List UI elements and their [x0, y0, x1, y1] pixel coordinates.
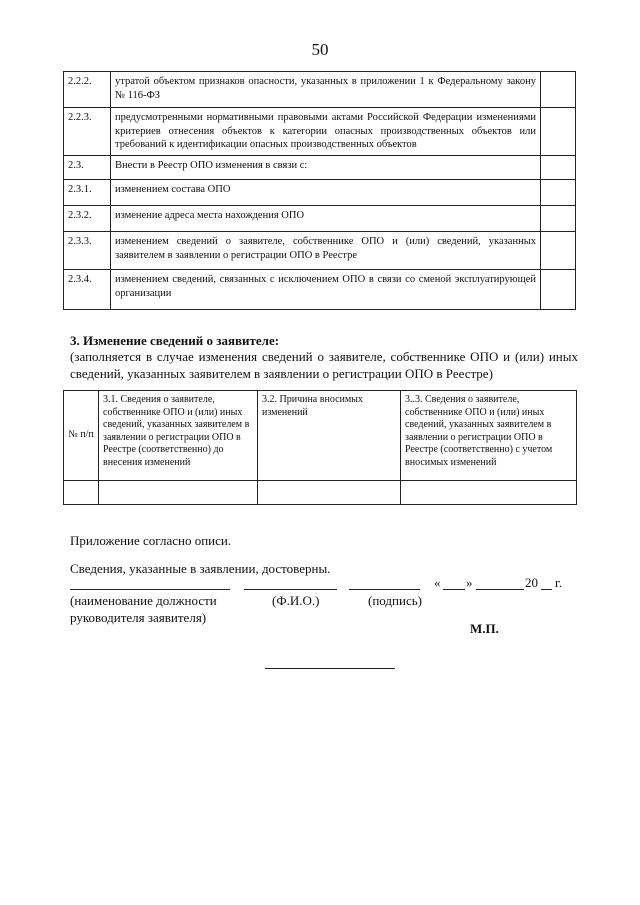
column-header-number: № п/п — [64, 391, 99, 481]
row-text: изменением сведений, связанных с исключением ОПО в связи со сменой эксплуатирующей организации — [111, 270, 541, 310]
checkbox-cell[interactable] — [541, 180, 576, 206]
checkbox-cell[interactable] — [541, 72, 576, 108]
divider-line — [265, 668, 395, 669]
section-note: (заполняется в случае изменения сведений о заявителе, собственнике ОПО и (или) иных сведений, указанных заявителем в заявлении о регистрации ОПО в Реестре) — [70, 349, 578, 381]
fio-line[interactable] — [244, 589, 337, 590]
position-line[interactable] — [70, 589, 230, 590]
checkbox-cell[interactable] — [541, 232, 576, 270]
table-row — [64, 108, 576, 156]
certify-text: Сведения, указанные в заявлении, достоверны. — [70, 561, 331, 576]
checkbox-cell[interactable] — [541, 108, 576, 156]
applicant-changes-table — [63, 390, 577, 505]
table-row — [64, 72, 576, 108]
row-number: 2.3.3. — [64, 232, 111, 270]
date-year-suffix: г. — [555, 575, 563, 590]
row-number: 2.3. — [64, 156, 111, 180]
input-cell-after[interactable] — [401, 481, 577, 505]
table-row — [64, 206, 576, 232]
input-cell-before[interactable] — [99, 481, 258, 505]
row-text: утратой объектом признаков опасности, указанных в приложении 1 к Федеральному закону № 116-ФЗ — [111, 72, 541, 108]
table-row — [64, 180, 576, 206]
row-number: 2.2.2. — [64, 72, 111, 108]
row-number: 2.3.1. — [64, 180, 111, 206]
position-label: (наименование должности руководителя заявителя) — [70, 593, 217, 625]
fio-label: (Ф.И.О.) — [272, 593, 320, 608]
signature-label: (подпись) — [368, 593, 422, 608]
table-row — [64, 270, 576, 310]
date-open-quote: « — [434, 575, 441, 590]
checkbox-cell[interactable] — [541, 206, 576, 232]
column-header-reason: 3.2. Причина вносимых изменений — [258, 391, 401, 481]
input-cell-number[interactable] — [64, 481, 99, 505]
signature-line[interactable] — [349, 589, 420, 590]
page-number: 50 — [311, 40, 329, 59]
section-title: 3. Изменение сведений о заявителе: — [70, 333, 280, 348]
stamp-label: М.П. — [470, 621, 499, 636]
row-text: изменением сведений о заявителе, собственнике ОПО и (или) сведений, указанных заявителем в заявлении о регистрации ОПО в Реестре — [111, 232, 541, 270]
table-row — [64, 232, 576, 270]
date-year-line[interactable] — [541, 589, 552, 590]
attachment-text: Приложение согласно описи. — [70, 533, 232, 548]
row-number: 2.2.3. — [64, 108, 111, 156]
date-year-prefix: 20 — [525, 575, 538, 590]
column-header-after: 3..3. Сведения о заявителе, собственнике ОПО и (или) иных сведений, указанных заявителем в заявлении о регистрации ОПО в Реестре (соответственно) с учетом вносимых изменений — [401, 391, 577, 481]
row-text: Внести в Реестр ОПО изменения в связи с: — [111, 156, 541, 180]
application-table — [63, 71, 576, 310]
table-header-row — [64, 391, 577, 481]
date-close-quote: » — [466, 575, 473, 590]
checkbox-cell[interactable] — [541, 270, 576, 310]
column-header-before: 3.1. Сведения о заявителе, собственнике ОПО и (или) иных сведений, указанных заявителем в заявлении о регистрации ОПО в Реестре (соответственно) до внесения изменений — [99, 391, 258, 481]
checkbox-cell[interactable] — [541, 156, 576, 180]
table-row — [64, 481, 577, 505]
row-text: изменение адреса места нахождения ОПО — [111, 206, 541, 232]
date-month-line[interactable] — [476, 589, 524, 590]
row-text: изменением состава ОПО — [111, 180, 541, 206]
date-day-line[interactable] — [443, 589, 465, 590]
row-number: 2.3.4. — [64, 270, 111, 310]
input-cell-reason[interactable] — [258, 481, 401, 505]
row-number: 2.3.2. — [64, 206, 111, 232]
row-text: предусмотренными нормативными правовыми актами Российской Федерации изменениями критериев отнесения объектов к категории опасных производственных объектов или требований к идентификации опасных производственных объектов — [111, 108, 541, 156]
table-row — [64, 156, 576, 180]
